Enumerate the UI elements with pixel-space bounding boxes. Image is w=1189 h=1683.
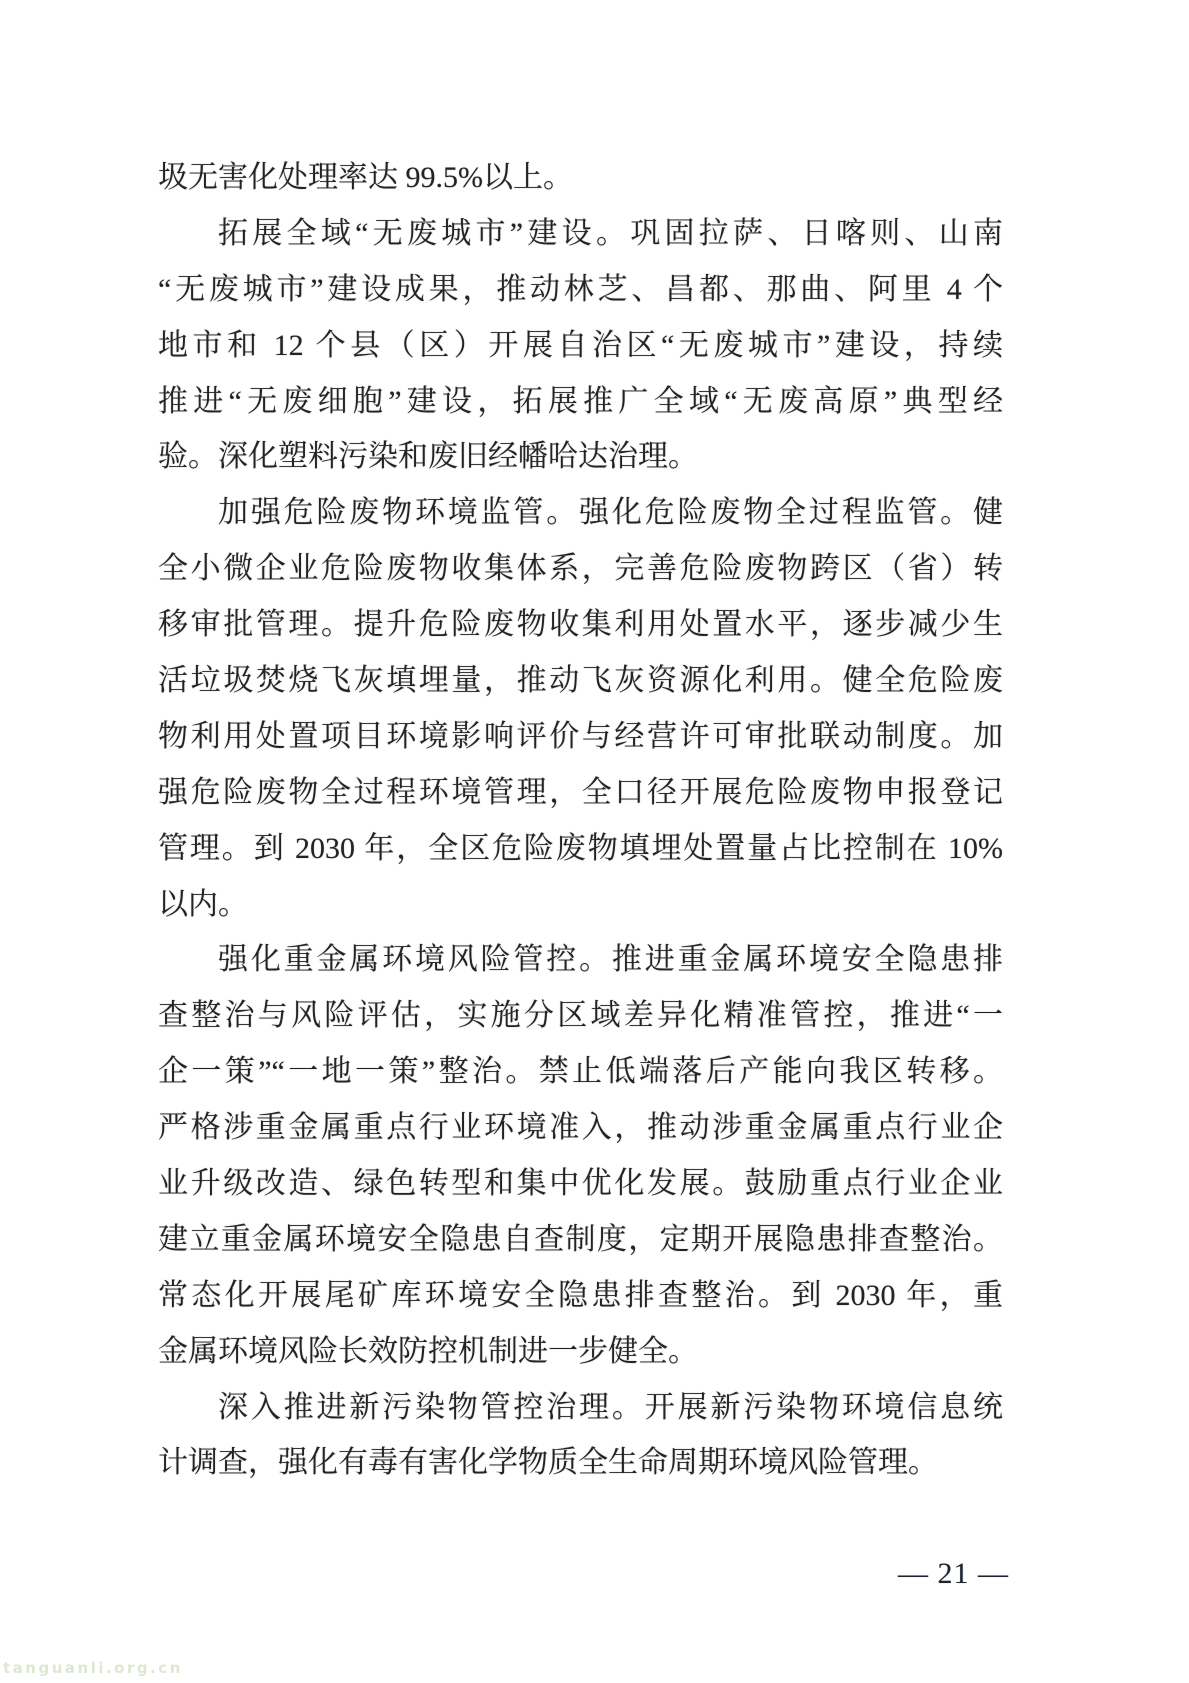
text-line: 地市和 12 个县（区）开展自治区“无废城市”建设，持续 xyxy=(158,328,1003,362)
text-line: 强化重金属环境风险管控。推进重金属环境安全隐患排 xyxy=(218,943,1003,977)
text-line: 移审批管理。提升危险废物收集利用处置水平，逐步减少生 xyxy=(158,608,1003,642)
text-line: 严格涉重金属重点行业环境准入，推动涉重金属重点行业企 xyxy=(158,1111,1003,1145)
text-line: 验。深化塑料污染和废旧经幡哈达治理。 xyxy=(158,440,698,474)
text-line: 金属环境风险长效防控机制进一步健全。 xyxy=(158,1334,698,1368)
text-line: 加强危险废物环境监管。强化危险废物全过程监管。健 xyxy=(218,496,1003,530)
watermark: tanguanli.org.cn xyxy=(3,1659,183,1677)
body-text xyxy=(158,150,1003,1491)
text-line: 以内。 xyxy=(158,887,248,921)
text-line: 常态化开展尾矿库环境安全隐患排查整治。到 2030 年，重 xyxy=(158,1278,1003,1312)
text-line: 业升级改造、绿色转型和集中优化发展。鼓励重点行业企业 xyxy=(158,1167,1003,1201)
text-line: 推进“无废细胞”建设，拓展推广全域“无废高原”典型经 xyxy=(158,384,1003,418)
text-line: 计调查，强化有毒有害化学物质全生命周期环境风险管理。 xyxy=(158,1446,938,1480)
text-line: 强危险废物全过程环境管理，全口径开展危险废物申报登记 xyxy=(158,775,1003,809)
text-line: 建立重金属环境安全隐患自查制度，定期开展隐患排查整治。 xyxy=(158,1222,1003,1256)
text-line: 圾无害化处理率达 99.5%以上。 xyxy=(158,161,573,194)
text-line: 深入推进新污染物管控治理。开展新污染物环境信息统 xyxy=(218,1390,1003,1424)
text-line: 拓展全域“无废城市”建设。巩固拉萨、日喀则、山南 xyxy=(218,216,1003,250)
page-number: — 21 — xyxy=(898,1557,1009,1590)
text-line: 管理。到 2030 年，全区危险废物填埋处置量占比控制在 10% xyxy=(158,831,1003,865)
text-line: 查整治与风险评估，实施分区域差异化精准管控，推进“一 xyxy=(158,999,1003,1033)
text-line: 活垃圾焚烧飞灰填埋量，推动飞灰资源化利用。健全危险废 xyxy=(158,664,1003,698)
text-line: “无废城市”建设成果，推动林芝、昌都、那曲、阿里 4 个 xyxy=(158,272,1003,306)
text-line: 企一策”“一地一策”整治。禁止低端落后产能向我区转移。 xyxy=(158,1055,1003,1089)
text-line: 物利用处置项目环境影响评价与经营许可审批联动制度。加 xyxy=(158,719,1003,753)
text-line: 全小微企业危险废物收集体系，完善危险废物跨区（省）转 xyxy=(158,552,1003,586)
